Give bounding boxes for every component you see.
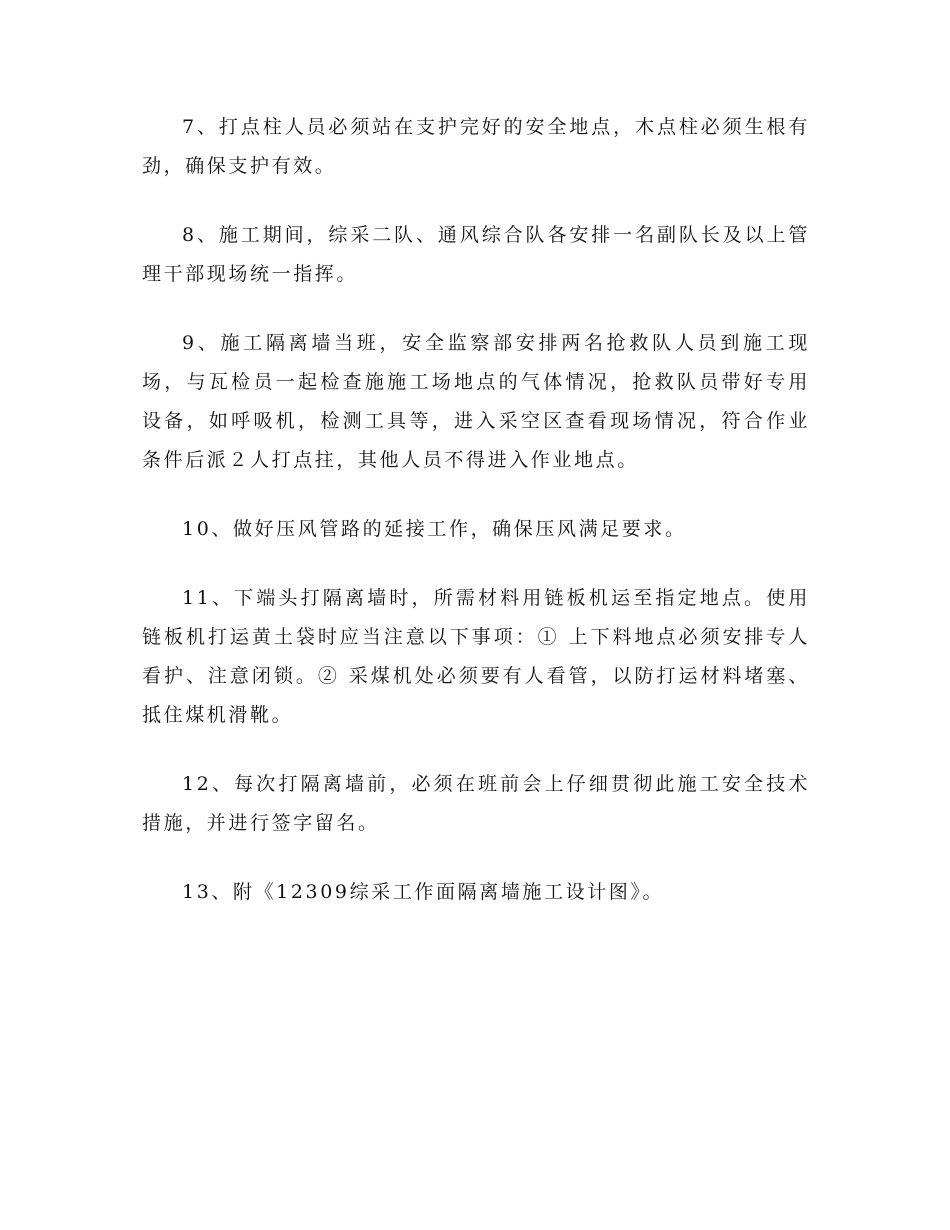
paragraph-item-13: 13、附《12309综采工作面隔离墙施工设计图》。 — [182, 881, 665, 903]
document-body — [142, 108, 810, 942]
paragraph-item-9: 9、施工隔离墙当班，安全监察部安排两名抢救队人员到施工现场，与瓦检员一起检查施施工场地点的气体情况，抢救队员带好专用设备，如呼吸机，检测工具等，进入采空区查看现场情况，符合作业条件后派２人打点拄，其他人员不得进入作业地点。 — [142, 332, 810, 471]
paragraph-item-7: 7、打点柱人员必须站在支护完好的安全地点，木点柱必须生根有劲，确保支护有效。 — [142, 116, 810, 177]
paragraph-item-12: 12、每次打隔离墙前，必须在班前会上仔细贯彻此施工安全技术措施，并进行签字留名。 — [142, 773, 810, 834]
paragraph-item-10: 10、做好压风管路的延接工作，确保压风满足要求。 — [182, 518, 687, 540]
paragraph-item-11: 11、下端头打隔离墙时，所需材料用链板机运至指定地点。使用链板机打运黄土袋时应当注意以下事项：① 上下料地点必须安排专人看护、注意闭锁。② 采煤机处必须要有人看管，以防打运材料堵塞、抵住煤机滑靴。 — [142, 587, 810, 726]
paragraph-item-8: 8、施工期间，综采二队、通风综合队各安排一名副队长及以上管理干部现场统一指挥。 — [142, 224, 810, 285]
